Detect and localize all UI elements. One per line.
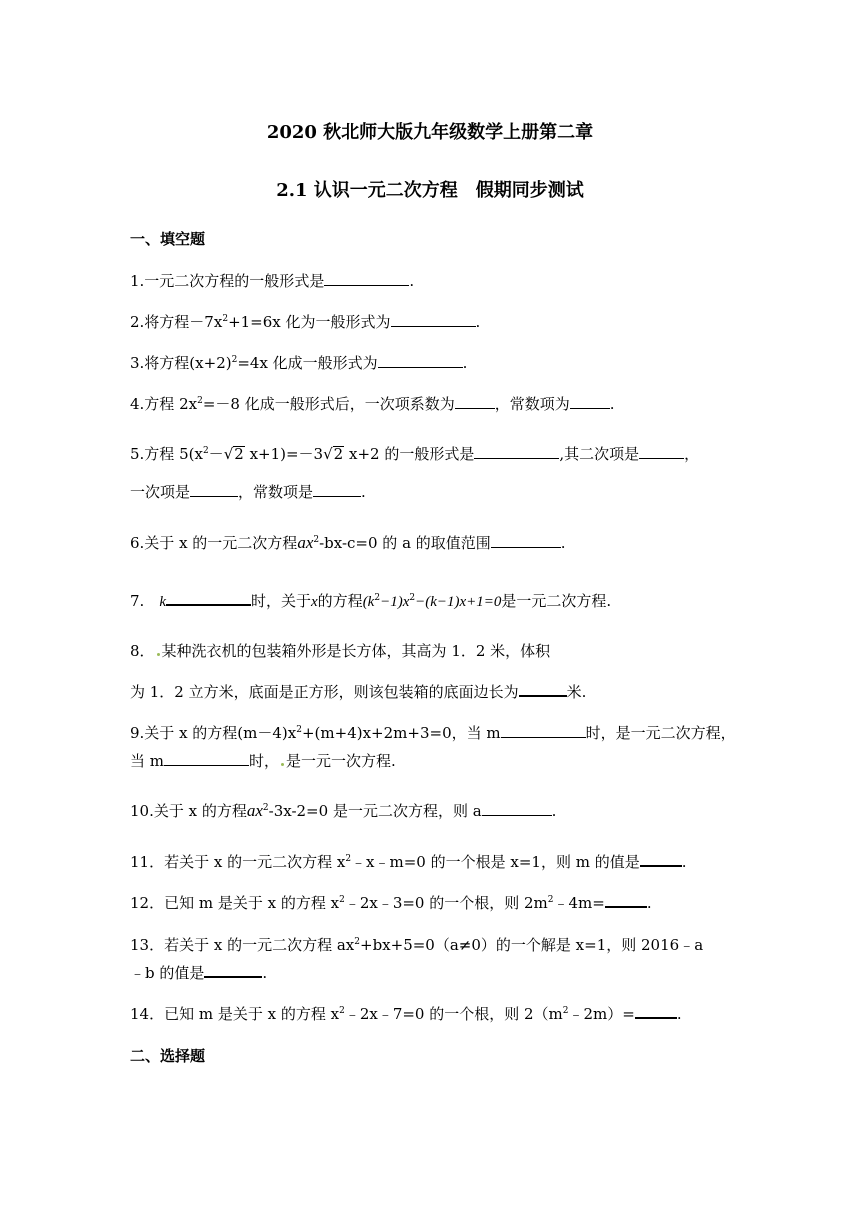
answer-blank[interactable]: [164, 751, 249, 766]
question-11: 11．若关于 x 的一元二次方程 $x^2﹣x﹣m=0$ 的一个根是 x=1，则 m 的值是 .: [130, 853, 687, 871]
question-2: 2.将方程$-7x^2+1=6x$ 化为一般形式为 .: [130, 313, 481, 331]
sqrt-symbol: √2: [323, 445, 344, 463]
answer-blank[interactable]: [519, 681, 567, 697]
document-subtitle: 2.1 认识一元二次方程 假期同步测试: [276, 180, 584, 201]
answer-blank[interactable]: [455, 394, 495, 409]
answer-blank[interactable]: [204, 962, 262, 978]
question-5: 5.方程 $5(x^2-√2$ x+1)=－3√2 x+2 的一般形式是 ,其二次项是 ，: [130, 445, 700, 463]
answer-blank[interactable]: [324, 271, 409, 286]
answer-blank[interactable]: [639, 444, 684, 459]
question-14: 14．已知 m 是关于 x 的方程 $x^2﹣2x﹣7=0$ 的一个根，则 $2(m^2﹣2m)=$ .: [130, 1005, 682, 1023]
answer-blank[interactable]: [640, 851, 682, 867]
question-3: 3.将方程$(x+2)^2=4x$ 化成一般形式为 .: [130, 354, 468, 372]
question-6: 6.关于 x 的一元二次方程$ax^2-bx-c=0$ 的 a 的取值范围 .: [130, 533, 566, 552]
question-1: 1.一元二次方程的一般形式是 .: [130, 272, 415, 290]
answer-blank[interactable]: [378, 353, 463, 368]
answer-blank[interactable]: [491, 533, 561, 548]
answer-blank[interactable]: [482, 801, 552, 816]
answer-blank[interactable]: [570, 394, 610, 409]
sqrt-symbol: √2: [223, 445, 244, 463]
question-13: 13．若关于 x 的一元二次方程 $ax^2+bx+5=0(a\ne 0)$的一个解是 x=1，则 2016﹣a: [130, 936, 704, 954]
marker-dot-icon: [157, 653, 160, 656]
answer-blank[interactable]: [474, 444, 559, 459]
question-4: 4.方程 $2x^2=-8$ 化成一般形式后，一次项系数为 ，常数项为 .: [130, 395, 615, 413]
question-10: 10.关于 x 的方程$ax^2-3x-2=0$ 是一元二次方程，则 a .: [130, 801, 557, 820]
section-fill-blank: 一、填空题: [130, 230, 206, 248]
answer-blank[interactable]: [190, 482, 238, 497]
answer-blank[interactable]: [635, 1003, 677, 1019]
question-9: 9.关于 x 的方程$(m-4)x^2+(m+4)x+2m+3=0$，当 m 时，是一元二次方程，: [130, 724, 736, 742]
question-9-cont: 当 m 时， 是一元一次方程.: [130, 752, 396, 770]
question-8-cont: 为 1．2 立方米，底面是正方形，则该包装箱的底面边长为 米.: [130, 683, 587, 701]
marker-dot-icon: [281, 763, 284, 766]
answer-blank[interactable]: [313, 482, 361, 497]
question-13-cont: ﹣b 的值是 .: [130, 964, 268, 982]
question-5-cont: 一次项是 ，常数项是 .: [130, 483, 366, 501]
question-12: 12．已知 m 是关于 x 的方程 $x^2﹣2x﹣3=0$ 的一个根，则 $2m^2﹣4m=$ .: [130, 894, 652, 912]
question-8: 8． 某种洗衣机的包装箱外形是长方体，其高为 1．2 米，体积: [130, 642, 551, 660]
answer-blank[interactable]: [166, 590, 251, 606]
answer-blank[interactable]: [501, 723, 586, 738]
section-multiple-choice: 二、选择题: [130, 1047, 206, 1065]
answer-blank[interactable]: [391, 312, 476, 327]
answer-blank[interactable]: [605, 892, 647, 908]
question-7: 7. k 时，关于x的方程$(k^2-1)x^2-(k-1)x+1=0$是一元二次方程.: [130, 592, 612, 610]
document-title: 2020 秋北师大版九年级数学上册第二章: [266, 122, 594, 143]
